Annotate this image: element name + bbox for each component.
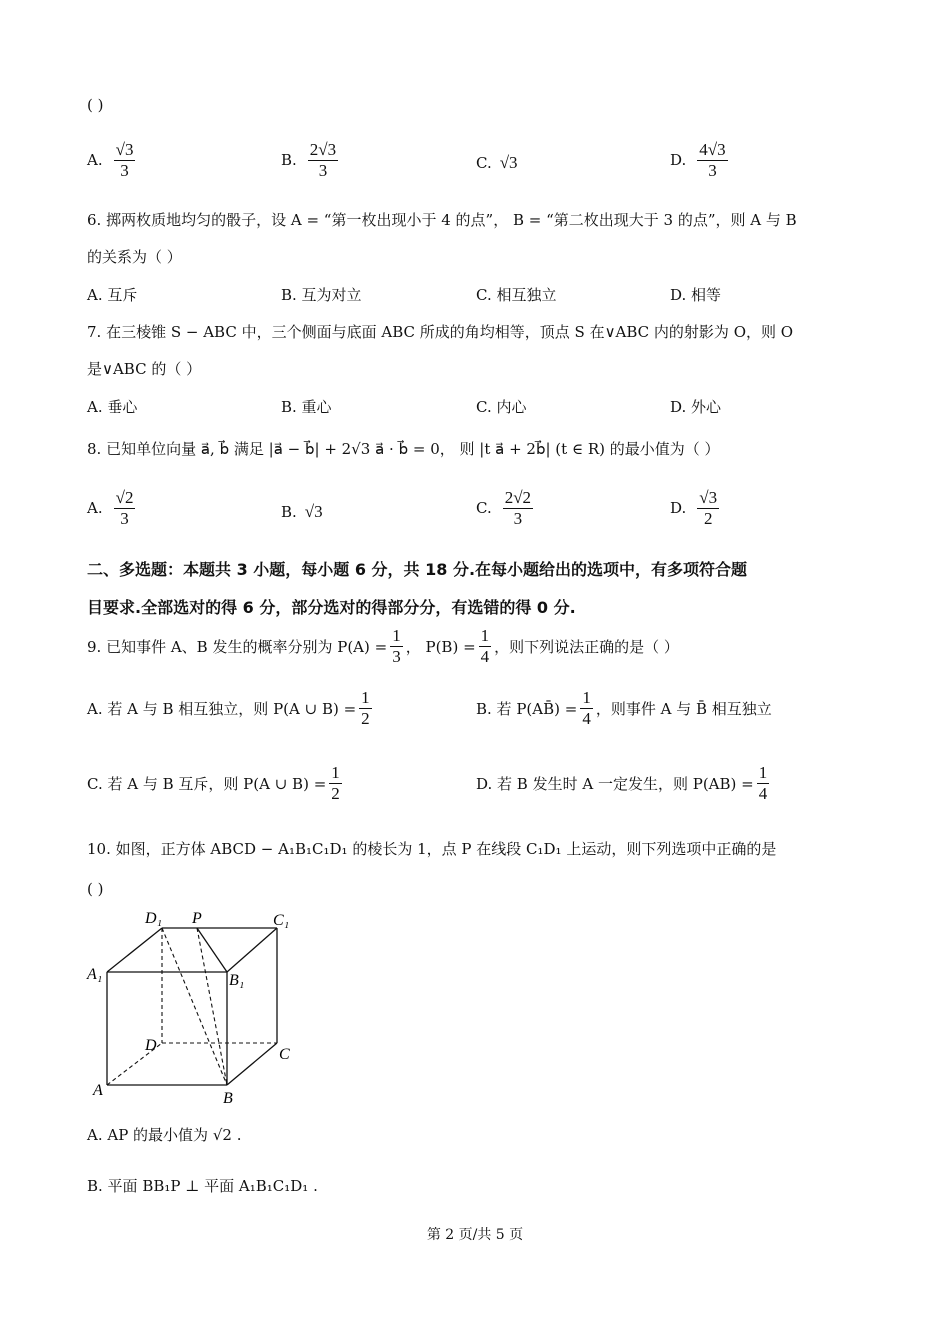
section2-heading-line1: 二、多选题：本题共 3 小题，每小题 6 分，共 18 分.在每小题给出的选项中，有多项符合题 bbox=[87, 560, 748, 579]
edge-b1c1 bbox=[227, 928, 277, 972]
q7-option-a: A. 垂心 bbox=[87, 398, 138, 416]
q7-option-c: C. 内心 bbox=[476, 398, 527, 416]
label-d1: D₁ bbox=[145, 910, 163, 927]
q10-stem: 10. 如图，正方体 ABCD − A₁B₁C₁D₁ 的棱长为 1，点 P 在线段 C₁D₁ 上运动，则下列选项中正确的是 bbox=[87, 840, 777, 858]
q7-stem-line2: 是∨ABC 的（ ） bbox=[87, 360, 202, 378]
q6-stem-line2: 的关系为（ ） bbox=[87, 248, 182, 266]
label-a: A bbox=[93, 1082, 103, 1099]
cube-figure bbox=[85, 905, 305, 1110]
q6-option-b: B. 互为对立 bbox=[281, 286, 362, 304]
q6-stem-line1: 6. 掷两枚质地均匀的骰子，设 A = “第一枚出现小于 4 的点”， B = “第二枚出现大于 3 的点”，则 A 与 B bbox=[87, 211, 797, 229]
q5-answer-paren: ( ) bbox=[87, 96, 104, 114]
q6-option-d: D. 相等 bbox=[670, 286, 722, 304]
q5-option-c: C. √3 bbox=[476, 153, 518, 172]
page-footer: 第 2 页/共 5 页 bbox=[426, 1227, 524, 1243]
q10-answer-paren: ( ) bbox=[87, 880, 104, 898]
label-d: D bbox=[145, 1037, 157, 1054]
q9-stem: 9. 已知事件 A、B 发生的概率分别为 P(A) = $\frac{1}{3}$ ， P(B) = $\frac{1}{4}$ ，则下列说法正确的是（ ） bbox=[87, 626, 679, 666]
q5-option-a: A. $\frac{√3}{3}$ bbox=[87, 140, 134, 180]
label-a1: A₁ bbox=[87, 966, 103, 983]
q9-option-d: D. 若 B 发生时 A 一定发生，则 P(AB) = $\frac{1}{4}$ bbox=[476, 763, 768, 803]
q8-option-b: B. √3 bbox=[281, 502, 323, 521]
q8-option-c: C. $\frac{2√2}{3}$ bbox=[476, 488, 532, 528]
q9-option-c: C. 若 A 与 B 互斥，则 P(A ∪ B) = $\frac{1}{2}$ bbox=[87, 763, 340, 803]
q7-option-b: B. 重心 bbox=[281, 398, 332, 416]
segment-d1b bbox=[162, 928, 227, 1085]
q6-option-c: C. 相互独立 bbox=[476, 286, 557, 304]
label-p: P bbox=[192, 910, 202, 927]
q5-option-d: D. $\frac{4√3}{3}$ bbox=[670, 140, 726, 180]
q5-option-b: B. $\frac{2√3}{3}$ bbox=[281, 140, 337, 180]
q7-option-d: D. 外心 bbox=[670, 398, 722, 416]
q9-option-a: A. 若 A 与 B 相互独立，则 P(A ∪ B) = $\frac{1}{2}$ bbox=[87, 688, 370, 728]
edge-a1d1 bbox=[107, 928, 162, 972]
q6-option-a: A. 互斥 bbox=[87, 286, 138, 304]
label-b: B bbox=[223, 1090, 233, 1107]
label-c: C bbox=[279, 1046, 290, 1063]
q10-option-b: B. 平面 BB₁P ⊥ 平面 A₁B₁C₁D₁ . bbox=[87, 1177, 318, 1195]
q8-stem: 8. 已知单位向量 a⃗, b⃗ 满足 |a⃗ − b⃗| + 2√3 a⃗ · b⃗ = 0， 则 |t a⃗ + 2b⃗| (t ∈ R) 的最小值为（ ） bbox=[87, 440, 720, 458]
q7-stem-line1: 7. 在三棱锥 S − ABC 中，三个侧面与底面 ABC 所成的角均相等，顶点 S 在∨ABC 内的射影为 O，则 O bbox=[87, 323, 794, 341]
label-b1: B₁ bbox=[229, 972, 245, 989]
edge-bc bbox=[227, 1043, 277, 1085]
label-c1: C₁ bbox=[273, 912, 290, 929]
segment-pb bbox=[197, 928, 227, 1085]
q10-option-a: A. AP 的最小值为 √2 . bbox=[87, 1126, 242, 1144]
q9-option-b: B. 若 P(AB̄) = $\frac{1}{4}$ ，则事件 A 与 B̄ 相互独立 bbox=[476, 688, 772, 728]
q8-option-a: A. $\frac{√2}{3}$ bbox=[87, 488, 134, 528]
section2-heading-line2: 目要求.全部选对的得 6 分，部分选对的得部分分，有选错的得 0 分. bbox=[87, 598, 576, 617]
q8-option-d: D. $\frac{√3}{2}$ bbox=[670, 488, 718, 528]
